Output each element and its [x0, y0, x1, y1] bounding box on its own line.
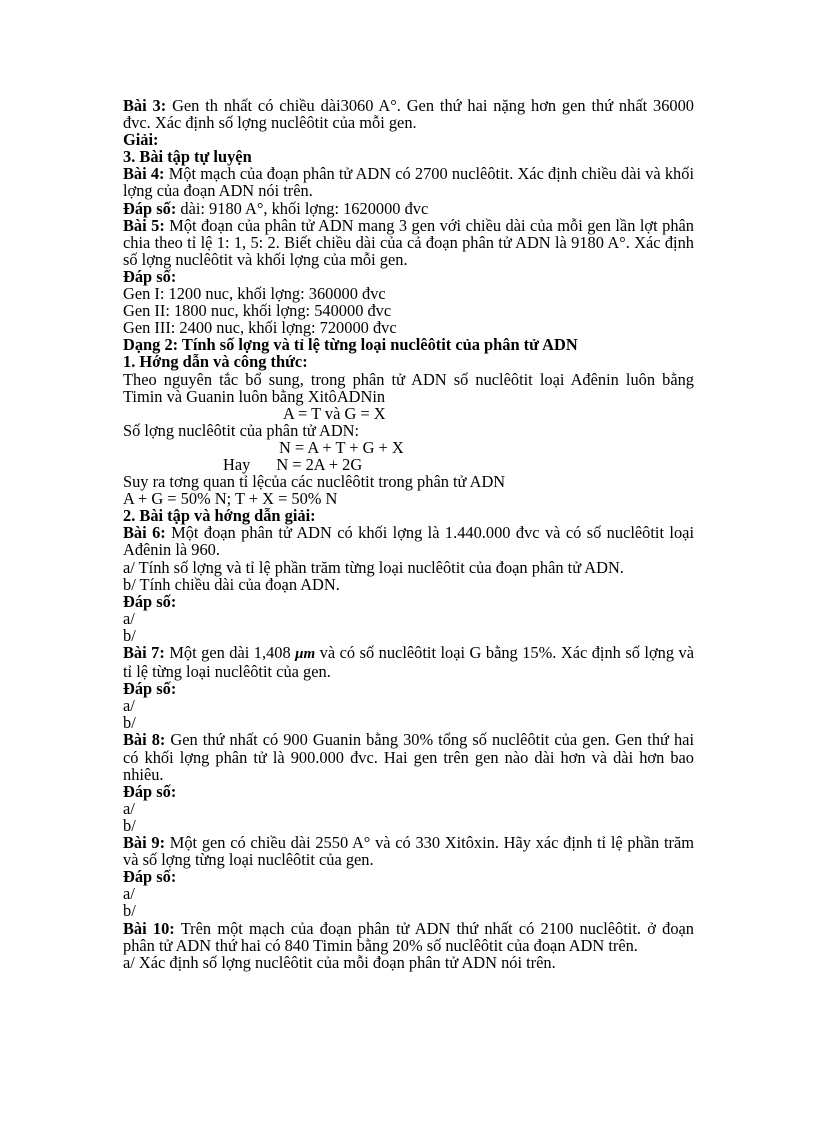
answer-7b: b/	[123, 713, 136, 733]
answer-7a: a/	[123, 696, 135, 716]
exercise-10	[123, 920, 694, 954]
answer-label-9: Đáp số:	[123, 867, 177, 887]
answer-label-6: Đáp số:	[123, 591, 177, 611]
subheading-guide-formula: 1. Hớng dẫn và công thức:	[123, 352, 308, 372]
exercise-text: Một đoạn phân tử ADN có khối lợng là 1.440.000 đvc và có số nuclêôtit loại Ađênin là 960.	[123, 523, 695, 560]
answer-8a: a/	[123, 798, 135, 818]
exercise-7	[123, 644, 694, 680]
exercise-4	[123, 165, 694, 199]
section-heading-self-practice: 3. Bài tập tự luyện	[123, 147, 252, 167]
exercise-text: Gen thứ nhất có 900 Guanin bằng 30% tổng số nuclêôtit của gen. Gen thứ hai có khối lợng phân tử là 900.000 đvc. Hai gen trên gen nào dài hơn và dài hơn bao nhiêu.	[123, 730, 694, 784]
exercise-text-cont: và có số nuclêôtit loại G bằng 15%. Xác định số lợng và tỉ lệ từng loại nuclêôtit của gen.	[123, 643, 694, 682]
exercise-label: Bài 7:	[123, 643, 165, 662]
answer-label-8: Đáp số:	[123, 781, 177, 801]
exercise-text: Trên một mạch của đoạn phân tử ADN thứ nhất có 2100 nuclêôtit. ở đoạn phân tử ADN thứ hai có 840 Timin bằng 20% số nuclêôtit của đoạn ADN trên.	[123, 918, 694, 955]
micrometer-unit: μm	[295, 646, 316, 662]
exercise-label: Bài 4:	[123, 164, 165, 184]
exercise-text: Một mạch của đoạn phân tử ADN có 2700 nuclêôtit. Xác định chiều dài và khối lợng của đoạn ADN nói trên.	[123, 164, 694, 201]
paragraph-principle: Theo nguyên tắc bổ sung, trong phân tử ADN số nuclêôtit loại Ađênin luôn bằng Timin và Guanin luôn bằng XitôADNin	[123, 369, 694, 406]
paragraph-count: Số lợng nuclêôtit của phân tử ADN:	[123, 420, 360, 440]
answer-label: Đáp số:	[123, 198, 177, 218]
formula-n-sum: N = A + T + G + X	[279, 437, 404, 457]
exercise-9	[123, 834, 694, 868]
document-page	[123, 97, 694, 971]
answer-9b: b/	[123, 901, 136, 921]
exercise-6b: b/ Tính chiều dài của đoạn ADN.	[123, 574, 340, 594]
exercise-6	[123, 524, 694, 558]
exercise-label: Bài 6:	[123, 523, 166, 543]
exercise-label: Bài 3:	[123, 96, 167, 115]
formula-n-2a-2g: N = 2A + 2G	[276, 454, 363, 474]
section-heading-type-2: Dạng 2: Tính số lợng và tỉ lệ từng loại nuclêôtit của phân tử ADN	[123, 335, 578, 355]
paragraph-ratio: Suy ra tơng quan tỉ lệcủa các nuclêôtit trong phân tử ADN	[123, 472, 506, 492]
exercise-8	[123, 731, 694, 782]
answer-9a: a/	[123, 884, 135, 904]
exercise-label: Bài 5:	[123, 215, 165, 235]
exercise-label: Bài 9:	[123, 833, 166, 853]
formula-percent: A + G = 50% N; T + X = 50% N	[123, 489, 338, 509]
exercise-text: Một đoạn của phân tử ADN mang 3 gen với chiều dài của mỗi gen lần lợt phân chia theo tỉ lệ 1: 1, 5: 2. Biết chiều dài của cả đoạn phân tử ADN là 9180 A°. Xác định số lợng nuclêôtit và khối lợng của mỗi gen.	[123, 215, 694, 269]
answer-6b: b/	[123, 625, 136, 645]
formula-n-hay	[123, 456, 694, 473]
exercise-3	[123, 97, 694, 131]
answer-gen-2: Gen II: 1800 nuc, khối lợng: 540000 đvc	[123, 301, 392, 321]
answer-label-7: Đáp số:	[123, 679, 177, 699]
exercise-10a: a/ Xác định số lợng nuclêôtit của mỗi đoạn phân tử ADN nói trên.	[123, 952, 556, 972]
answer-gen-3: Gen III: 2400 nuc, khối lợng: 720000 đvc	[123, 318, 397, 338]
exercise-text: Một gen dài 1,408	[164, 643, 296, 662]
formula-a-t-g-x: A = T và G = X	[283, 403, 386, 423]
answer-4	[123, 200, 694, 217]
answer-gen-1: Gen I: 1200 nuc, khối lợng: 360000 đvc	[123, 284, 386, 304]
answer-8b: b/	[123, 815, 136, 835]
exercise-label: Bài 10:	[123, 918, 175, 938]
hay-word: Hay	[223, 454, 251, 474]
answer-text: dài: 9180 A°, khối lợng: 1620000 đvc	[176, 198, 429, 218]
answer-6a: a/	[123, 608, 135, 628]
subheading-exercises-guide: 2. Bài tập và hớng dẫn giải:	[123, 506, 316, 526]
exercise-text: Một gen có chiều dài 2550 A° và có 330 Xitôxin. Hãy xác định tỉ lệ phần trăm và số lợng từng loại nuclêôtit của gen.	[123, 833, 694, 870]
solution-heading: Giải:	[123, 130, 159, 150]
exercise-label: Bài 8:	[123, 730, 166, 750]
exercise-5	[123, 217, 694, 268]
answer-label-5: Đáp số:	[123, 266, 177, 286]
exercise-6a: a/ Tính số lợng và tỉ lệ phần trăm từng loại nuclêôtit của đoạn phân tử ADN.	[123, 557, 624, 577]
exercise-text: Gen th nhất có chiều dài3060 A°. Gen thứ hai nặng hơn gen thứ nhất 36000 đvc. Xác định số lợng nuclêôtit của mỗi gen.	[123, 96, 694, 133]
